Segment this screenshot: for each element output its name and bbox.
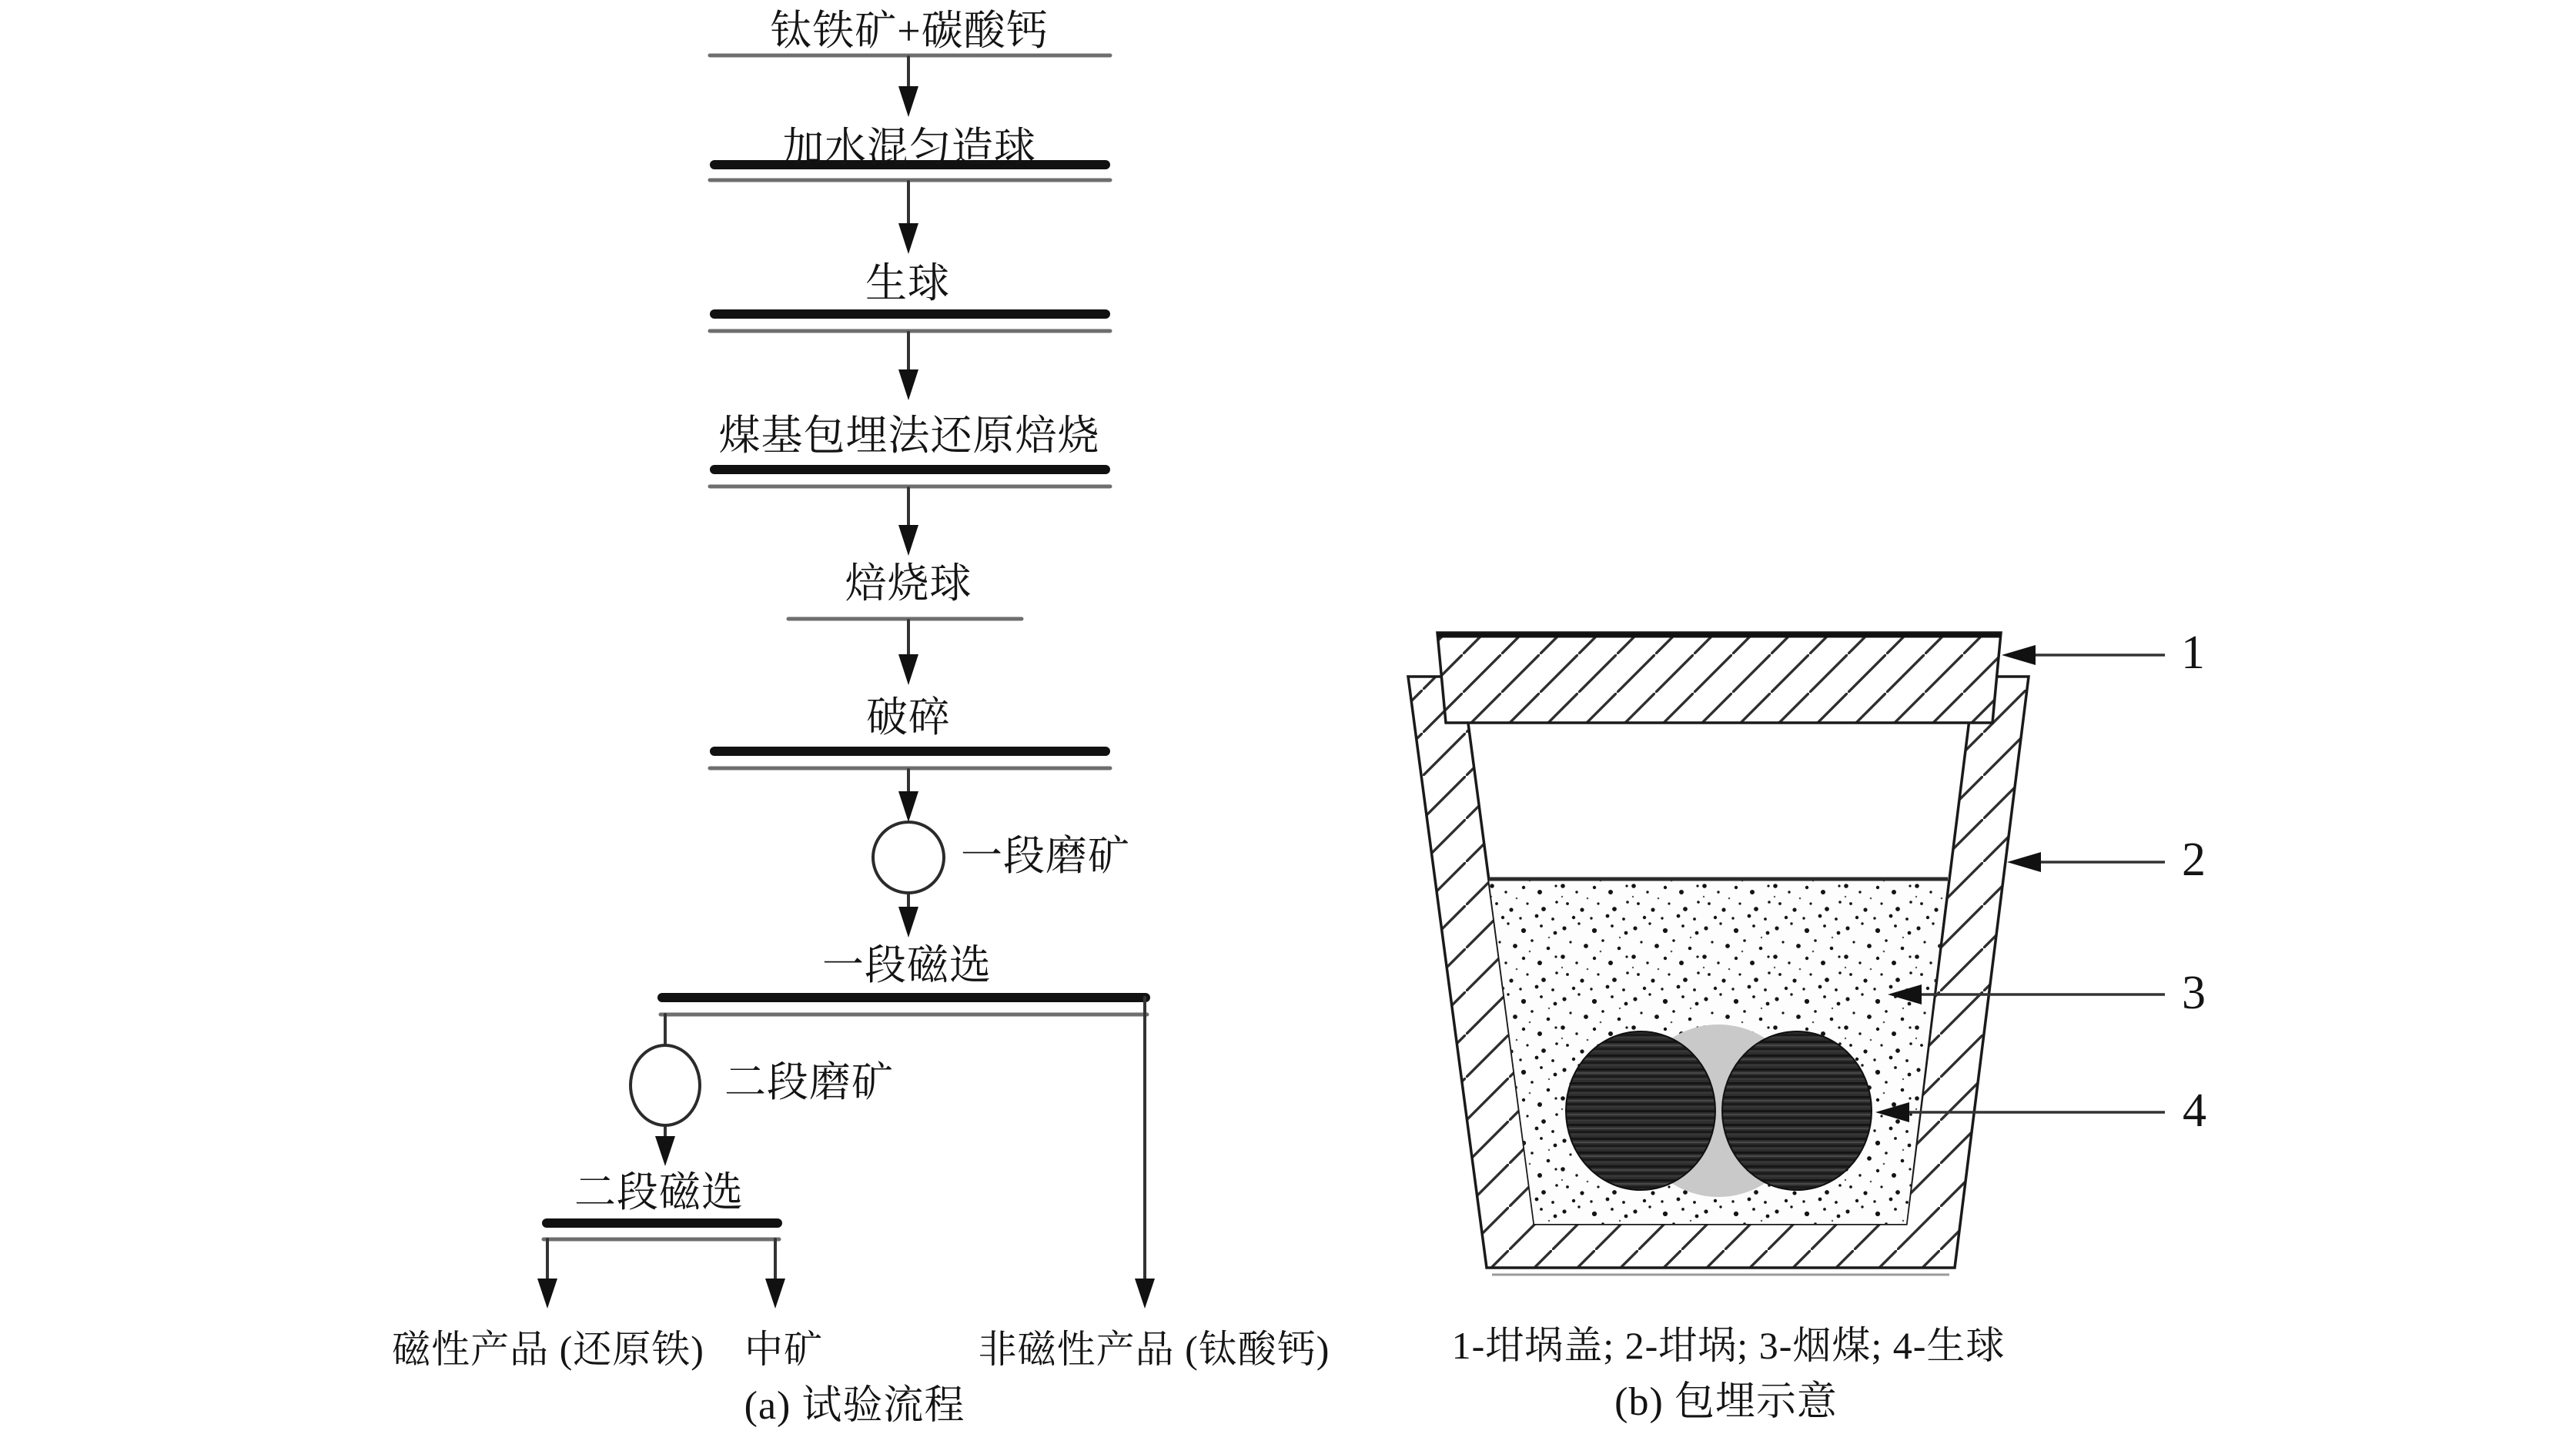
arrow-down-icon	[1135, 1279, 1155, 1309]
arrow-down-icon	[898, 86, 918, 117]
panel-b-caption: (b) 包埋示意	[1614, 1380, 1838, 1424]
flow-bar-magsep2	[542, 1218, 782, 1228]
flow-label-roast: 煤基包埋法还原焙烧	[718, 413, 1100, 459]
callout-number-crucible: 2	[2182, 834, 2206, 886]
panel-a-caption: (a) 试验流程	[744, 1384, 965, 1428]
flow-label-grinding2: 二段磨矿	[724, 1059, 894, 1105]
flow-label-product-nonmagnetic: 非磁性产品 (钛酸钙)	[978, 1328, 1330, 1371]
callout-number-coal: 3	[2182, 967, 2206, 1019]
arrow-down-icon	[898, 654, 918, 685]
arrow-down-icon	[898, 223, 918, 254]
crucible-diagram	[1408, 633, 2165, 1275]
flow-label-green: 生球	[865, 260, 950, 306]
arrow-down-icon	[537, 1279, 557, 1309]
arrow-down-icon	[898, 791, 918, 822]
arrow-left-icon	[2007, 852, 2041, 872]
arrow-down-icon	[655, 1136, 675, 1166]
flow-label-crush: 破碎	[866, 694, 951, 740]
grinding-circle-stage2	[631, 1045, 700, 1125]
pellet-right	[1722, 1031, 1872, 1190]
flow-label-product-middlings: 中矿	[744, 1328, 823, 1371]
arrow-down-icon	[898, 525, 918, 556]
flow-bar-green	[710, 309, 1110, 319]
arrow-down-icon	[898, 907, 918, 938]
crucible-lid	[1437, 633, 2001, 723]
arrow-left-icon	[2002, 645, 2036, 665]
pellet-left	[1566, 1031, 1715, 1190]
grinding-circle-stage1	[873, 822, 944, 893]
flow-label-magsep1: 一段磁选	[822, 942, 992, 988]
flow-bar-roast	[710, 465, 1110, 474]
arrow-down-icon	[898, 369, 918, 400]
callout-number-lid: 1	[2181, 627, 2206, 679]
flow-bar-magsep1	[657, 993, 1150, 1002]
flow-label-magsep2: 二段磁选	[574, 1169, 744, 1215]
flow-label-product-magnetic: 磁性产品 (还原铁)	[392, 1328, 704, 1371]
flow-arrowheads	[537, 86, 1155, 1309]
flow-label-roasted: 焙烧球	[845, 560, 972, 607]
flow-label-grinding1: 一段磨矿	[961, 833, 1130, 879]
panel-b-legend: 1-坩埚盖; 2-坩埚; 3-烟煤; 4-生球	[1451, 1324, 2006, 1367]
arrow-down-icon	[765, 1279, 785, 1309]
callout-number-pellet: 4	[2183, 1085, 2207, 1137]
flow-label-feed: 钛铁矿+碳酸钙	[770, 8, 1049, 54]
flow-label-mix: 加水混匀造球	[782, 125, 1036, 171]
flowchart-graphics	[537, 55, 1155, 1309]
flow-bar-crush	[710, 747, 1110, 756]
